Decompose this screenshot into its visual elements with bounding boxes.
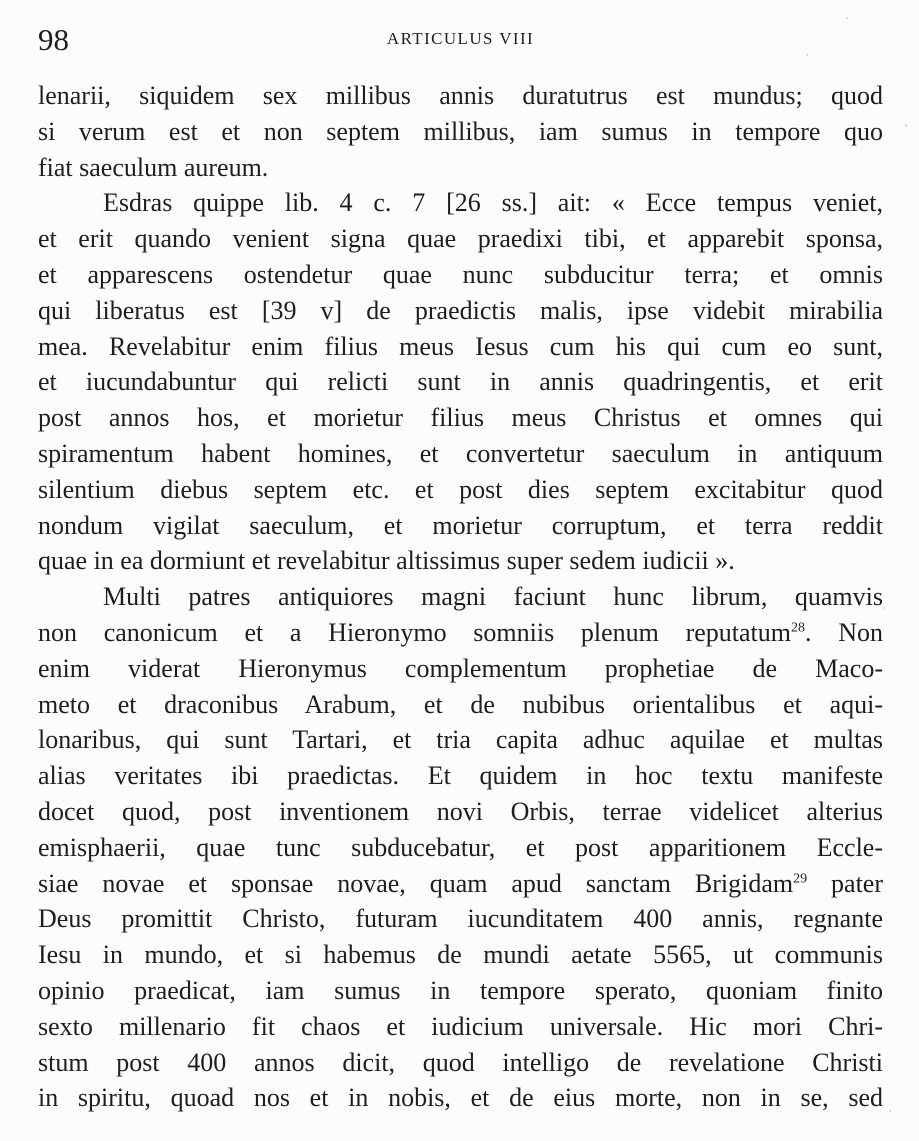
text-line: opinio praedicat, iam sumus in tempore sperato, quoniam finito (38, 975, 883, 1005)
text-line: in spiritu, quoad nos et in nobis, et de eius morte, non in se, sed (38, 1083, 883, 1113)
footnote-reference-28: 28 (791, 620, 806, 636)
text-line: fiat saeculum aureum. (38, 152, 269, 182)
text-line: enim viderat Hieronymus complementum prophetiae de Maco- (38, 653, 883, 683)
scan-speck (905, 124, 907, 127)
text-line-segment: siae novae et sponsae novae, quam apud sanctam Brigidam (38, 868, 794, 898)
text-line: silentium diebus septem etc. et post dies septem excitabitur quod (38, 474, 883, 504)
text-line: sexto millenario fit chaos et iudicium universale. Hic mori Chri- (38, 1011, 883, 1041)
text-line-segment: non canonicum et a Hieronymo somniis plenum reputatum (38, 617, 792, 647)
page-header (38, 22, 883, 58)
text-line-with-footnote (38, 866, 883, 902)
text-line: emisphaerii, quae tunc subducebatur, et post apparitionem Eccle- (38, 832, 883, 862)
text-line: lenarii, siquidem sex millibus annis duratutrus est mundus; quod (38, 81, 883, 110)
text-line: quae in ea dormiunt et revelabitur altissimus super sedem iudicii ». (38, 546, 735, 576)
text-line: post annos hos, et morietur filius meus Christus et omnes qui (38, 403, 883, 433)
main-text (38, 78, 883, 1116)
text-line: lonaribus, qui sunt Tartari, et tria capita adhuc aquilae et multas (38, 725, 883, 755)
text-line: et erit quando venient signa quae praedixi tibi, et apparebit sponsa, (38, 224, 883, 254)
text-line: docet quod, post inventionem novi Orbis, terrae videlicet alterius (38, 796, 883, 826)
running-head: ARTICULUS VIII (386, 29, 535, 48)
page-number: 98 (38, 22, 69, 57)
text-line: et iucundabuntur qui relicti sunt in annis quadringentis, et erit (38, 367, 883, 397)
paragraph-3 (38, 579, 883, 1116)
scan-speck (846, 17, 848, 19)
scan-speck (883, 607, 885, 609)
text-line: Esdras quippe lib. 4 c. 7 [26 ss.] ait: « Ecce tempus veniet, (103, 188, 883, 218)
text-line: Deus promittit Christo, futuram iucunditatem 400 annis, regnante (38, 904, 883, 934)
text-line: Multi patres antiquiores magni faciunt hunc librum, quamvis (103, 582, 883, 612)
text-line: alias veritates ibi praedictas. Et quidem in hoc textu manifeste (38, 761, 883, 791)
text-line: et apparescens ostendetur quae nunc subducitur terra; et omnis (38, 259, 883, 289)
footnote-reference-29: 29 (793, 870, 808, 886)
text-line: stum post 400 annos dicit, quod intelligo de revelatione Christi (38, 1047, 883, 1077)
text-line-segment: pater (807, 868, 883, 898)
text-line-with-footnote (38, 615, 883, 651)
text-line: qui liberatus est [39 v] de praedictis malis, ipse videbit mirabilia (38, 295, 883, 325)
scan-speck (889, 1110, 891, 1112)
text-line: mea. Revelabitur enim filius meus Iesus cum his qui cum eo sunt, (38, 331, 883, 361)
text-line-segment: . Non (805, 617, 883, 647)
text-line: meto et draconibus Arabum, et de nubibus orientalibus et aqui- (38, 689, 883, 719)
paragraph-2 (38, 185, 883, 579)
text-line: nondum vigilat saeculum, et morietur corruptum, et terra reddit (38, 510, 883, 540)
paragraph-1 (38, 78, 883, 185)
text-line: Iesu in mundo, et si habemus de mundi aetate 5565, ut communis (38, 940, 883, 970)
text-line: spiramentum habent homines, et convertetur saeculum in antiquum (38, 438, 883, 468)
text-line: si verum est et non septem millibus, iam sumus in tempore quo (38, 116, 883, 146)
